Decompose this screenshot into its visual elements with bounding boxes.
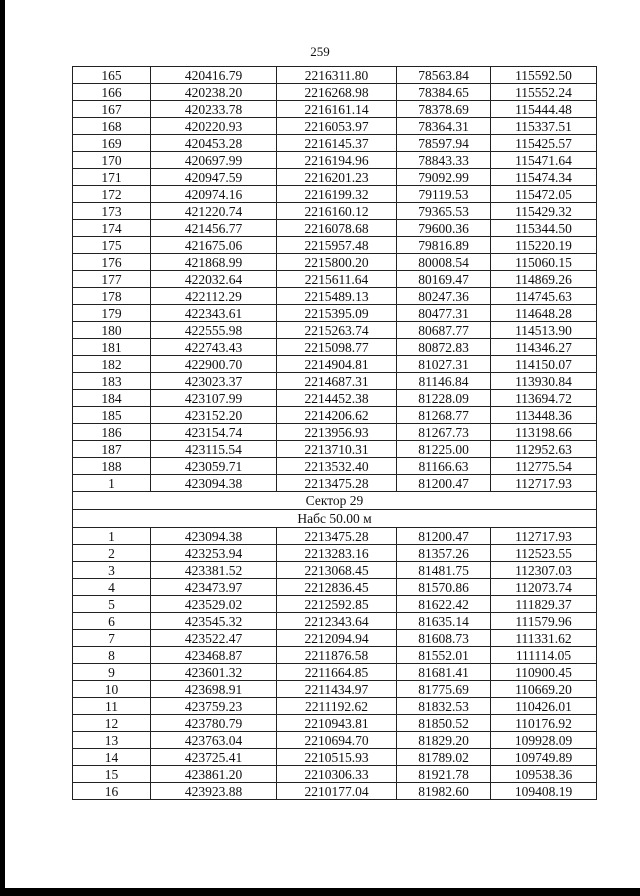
point-number-cell: 1 xyxy=(73,475,151,492)
point-number-cell: 168 xyxy=(73,118,151,135)
table-row xyxy=(73,203,597,220)
coordinate-cell: 78597.94 xyxy=(397,135,491,152)
coordinate-cell: 81481.75 xyxy=(397,562,491,579)
coordinate-cell: 422032.64 xyxy=(151,271,277,288)
coordinate-cell: 81200.47 xyxy=(397,528,491,545)
coordinate-cell: 81832.53 xyxy=(397,698,491,715)
coordinate-cell: 2213068.45 xyxy=(277,562,397,579)
coordinate-cell: 115060.15 xyxy=(491,254,597,271)
table-row xyxy=(73,254,597,271)
coordinate-cell: 79119.53 xyxy=(397,186,491,203)
coordinate-cell: 113448.36 xyxy=(491,407,597,424)
point-number-cell: 2 xyxy=(73,545,151,562)
coordinate-cell: 81570.86 xyxy=(397,579,491,596)
table-row xyxy=(73,356,597,373)
coordinate-cell: 81146.84 xyxy=(397,373,491,390)
coordinate-cell: 109408.19 xyxy=(491,783,597,800)
point-number-cell: 9 xyxy=(73,664,151,681)
coordinate-cell: 423094.38 xyxy=(151,528,277,545)
point-number-cell: 14 xyxy=(73,749,151,766)
coordinate-cell: 2210943.81 xyxy=(277,715,397,732)
coordinate-cell: 81228.09 xyxy=(397,390,491,407)
coordinate-cell: 2213475.28 xyxy=(277,475,397,492)
table-row xyxy=(73,84,597,101)
coordinate-cell: 421868.99 xyxy=(151,254,277,271)
coordinate-cell: 423059.71 xyxy=(151,458,277,475)
coordinate-cell: 111829.37 xyxy=(491,596,597,613)
section-title-row xyxy=(73,492,597,510)
coordinate-cell: 2210306.33 xyxy=(277,766,397,783)
table-row xyxy=(73,305,597,322)
coordinate-cell: 2216160.12 xyxy=(277,203,397,220)
coordinate-cell: 2213956.93 xyxy=(277,424,397,441)
scan-edge-bottom xyxy=(0,888,640,896)
point-number-cell: 186 xyxy=(73,424,151,441)
table-row xyxy=(73,630,597,647)
coordinate-cell: 423522.47 xyxy=(151,630,277,647)
table-row xyxy=(73,322,597,339)
coordinate-cell: 115471.64 xyxy=(491,152,597,169)
table-row xyxy=(73,749,597,766)
coordinate-cell: 78843.33 xyxy=(397,152,491,169)
point-number-cell: 169 xyxy=(73,135,151,152)
coordinate-cell: 81608.73 xyxy=(397,630,491,647)
coordinate-cell: 2210694.70 xyxy=(277,732,397,749)
table-row xyxy=(73,220,597,237)
coordinate-cell: 2215395.09 xyxy=(277,305,397,322)
coordinate-cell: 81829.20 xyxy=(397,732,491,749)
coordinate-cell: 78364.31 xyxy=(397,118,491,135)
coordinate-cell: 420238.20 xyxy=(151,84,277,101)
coordinate-cell: 114513.90 xyxy=(491,322,597,339)
coordinate-cell: 79092.99 xyxy=(397,169,491,186)
coordinate-cell: 421220.74 xyxy=(151,203,277,220)
coordinate-cell: 423545.32 xyxy=(151,613,277,630)
table-row xyxy=(73,339,597,356)
coordinate-cell: 113930.84 xyxy=(491,373,597,390)
coordinate-cell: 423094.38 xyxy=(151,475,277,492)
coordinate-cell: 2214452.38 xyxy=(277,390,397,407)
coordinate-cell: 2215611.64 xyxy=(277,271,397,288)
coordinate-cell: 423115.54 xyxy=(151,441,277,458)
coordinate-cell: 81027.31 xyxy=(397,356,491,373)
coordinate-cell: 2214206.62 xyxy=(277,407,397,424)
coordinate-cell: 423154.74 xyxy=(151,424,277,441)
table-row xyxy=(73,681,597,698)
table-row xyxy=(73,458,597,475)
point-number-cell: 180 xyxy=(73,322,151,339)
coordinate-cell: 114648.28 xyxy=(491,305,597,322)
scan-edge-left xyxy=(0,0,5,896)
table-row xyxy=(73,118,597,135)
coordinate-cell: 420416.79 xyxy=(151,67,277,84)
table-row xyxy=(73,271,597,288)
coordinate-cell: 423861.20 xyxy=(151,766,277,783)
coordinate-cell: 80169.47 xyxy=(397,271,491,288)
coordinate-cell: 422555.98 xyxy=(151,322,277,339)
coordinate-cell: 111114.05 xyxy=(491,647,597,664)
point-number-cell: 1 xyxy=(73,528,151,545)
section-height: Набс 50.00 м xyxy=(73,510,597,528)
coordinate-cell: 81268.77 xyxy=(397,407,491,424)
coordinate-cell: 114346.27 xyxy=(491,339,597,356)
coordinate-cell: 81166.63 xyxy=(397,458,491,475)
coordinate-cell: 80687.77 xyxy=(397,322,491,339)
point-number-cell: 174 xyxy=(73,220,151,237)
coordinate-cell: 112523.55 xyxy=(491,545,597,562)
coordinate-cell: 2212094.94 xyxy=(277,630,397,647)
section-title: Сектор 29 xyxy=(73,492,597,510)
coordinate-cell: 79365.53 xyxy=(397,203,491,220)
coordinate-cell: 81789.02 xyxy=(397,749,491,766)
coordinate-cell: 2214687.31 xyxy=(277,373,397,390)
point-number-cell: 16 xyxy=(73,783,151,800)
point-number-cell: 177 xyxy=(73,271,151,288)
coordinate-cell: 112952.63 xyxy=(491,441,597,458)
table-row xyxy=(73,407,597,424)
table-row xyxy=(73,101,597,118)
point-number-cell: 7 xyxy=(73,630,151,647)
point-number-cell: 184 xyxy=(73,390,151,407)
point-number-cell: 4 xyxy=(73,579,151,596)
point-number-cell: 183 xyxy=(73,373,151,390)
section-height-row xyxy=(73,510,597,528)
coordinate-cell: 422112.29 xyxy=(151,288,277,305)
table-row xyxy=(73,783,597,800)
coordinate-cell: 2211664.85 xyxy=(277,664,397,681)
point-number-cell: 172 xyxy=(73,186,151,203)
table-row xyxy=(73,613,597,630)
coordinate-cell: 79600.36 xyxy=(397,220,491,237)
coordinate-cell: 112073.74 xyxy=(491,579,597,596)
coordinate-cell: 422743.43 xyxy=(151,339,277,356)
table-row xyxy=(73,441,597,458)
coordinate-cell: 114150.07 xyxy=(491,356,597,373)
point-number-cell: 6 xyxy=(73,613,151,630)
coordinate-cell: 115592.50 xyxy=(491,67,597,84)
coordinate-cell: 79816.89 xyxy=(397,237,491,254)
coordinate-cell: 110900.45 xyxy=(491,664,597,681)
coordinate-cell: 81681.41 xyxy=(397,664,491,681)
coordinate-cell: 423468.87 xyxy=(151,647,277,664)
coordinate-cell: 2216145.37 xyxy=(277,135,397,152)
coordinate-cell: 78384.65 xyxy=(397,84,491,101)
page-number: 259 xyxy=(310,44,330,59)
point-number-cell: 178 xyxy=(73,288,151,305)
coordinate-cell: 80477.31 xyxy=(397,305,491,322)
coordinate-cell: 80008.54 xyxy=(397,254,491,271)
coordinate-cell: 2211434.97 xyxy=(277,681,397,698)
point-number-cell: 187 xyxy=(73,441,151,458)
coordinate-cell: 2216053.97 xyxy=(277,118,397,135)
table-row xyxy=(73,152,597,169)
table-row xyxy=(73,373,597,390)
point-number-cell: 166 xyxy=(73,84,151,101)
coordinate-cell: 111331.62 xyxy=(491,630,597,647)
coordinate-cell: 111579.96 xyxy=(491,613,597,630)
table-row xyxy=(73,67,597,84)
coordinate-cell: 2215957.48 xyxy=(277,237,397,254)
table-row xyxy=(73,237,597,254)
coordinate-cell: 2211192.62 xyxy=(277,698,397,715)
coordinate-cell: 81225.00 xyxy=(397,441,491,458)
coordinate-cell: 80247.36 xyxy=(397,288,491,305)
table-body-bottom xyxy=(73,528,597,800)
point-number-cell: 173 xyxy=(73,203,151,220)
coordinate-cell: 2212836.45 xyxy=(277,579,397,596)
coordinate-cell: 2216161.14 xyxy=(277,101,397,118)
coordinate-cell: 115220.19 xyxy=(491,237,597,254)
coordinate-cell: 422900.70 xyxy=(151,356,277,373)
table-row xyxy=(73,169,597,186)
coordinate-cell: 423107.99 xyxy=(151,390,277,407)
coordinate-cell: 115552.24 xyxy=(491,84,597,101)
table-row xyxy=(73,647,597,664)
coordinate-cell: 115472.05 xyxy=(491,186,597,203)
coordinate-cell: 81850.52 xyxy=(397,715,491,732)
coordinate-cell: 81635.14 xyxy=(397,613,491,630)
point-number-cell: 188 xyxy=(73,458,151,475)
coordinate-cell: 81622.42 xyxy=(397,596,491,613)
table-row xyxy=(73,732,597,749)
coordinate-cell: 115425.57 xyxy=(491,135,597,152)
coordinate-cell: 81200.47 xyxy=(397,475,491,492)
point-number-cell: 5 xyxy=(73,596,151,613)
point-number-cell: 175 xyxy=(73,237,151,254)
coordinate-cell: 80872.83 xyxy=(397,339,491,356)
coordinate-cell: 423601.32 xyxy=(151,664,277,681)
point-number-cell: 15 xyxy=(73,766,151,783)
coordinate-cell: 2216078.68 xyxy=(277,220,397,237)
coordinate-cell: 420220.93 xyxy=(151,118,277,135)
point-number-cell: 179 xyxy=(73,305,151,322)
coordinate-cell: 114869.26 xyxy=(491,271,597,288)
coordinate-cell: 78378.69 xyxy=(397,101,491,118)
table-row xyxy=(73,390,597,407)
coordinate-cell: 2210177.04 xyxy=(277,783,397,800)
point-number-cell: 170 xyxy=(73,152,151,169)
coordinate-cell: 115429.32 xyxy=(491,203,597,220)
coordinate-cell: 2215489.13 xyxy=(277,288,397,305)
point-number-cell: 3 xyxy=(73,562,151,579)
table-row xyxy=(73,664,597,681)
coordinate-cell: 2216311.80 xyxy=(277,67,397,84)
point-number-cell: 11 xyxy=(73,698,151,715)
table-row xyxy=(73,766,597,783)
coordinate-cell: 115337.51 xyxy=(491,118,597,135)
coordinate-cell: 420974.16 xyxy=(151,186,277,203)
table-row xyxy=(73,135,597,152)
coordinate-cell: 2216194.96 xyxy=(277,152,397,169)
coordinate-cell: 422343.61 xyxy=(151,305,277,322)
point-number-cell: 182 xyxy=(73,356,151,373)
coordinate-cell: 423780.79 xyxy=(151,715,277,732)
point-number-cell: 13 xyxy=(73,732,151,749)
point-number-cell: 12 xyxy=(73,715,151,732)
coordinate-cell: 423473.97 xyxy=(151,579,277,596)
table-row xyxy=(73,186,597,203)
coordinate-cell: 109928.09 xyxy=(491,732,597,749)
coordinate-cell: 2215098.77 xyxy=(277,339,397,356)
coordinate-cell: 113694.72 xyxy=(491,390,597,407)
coordinate-cell: 81982.60 xyxy=(397,783,491,800)
coordinate-cell: 423381.52 xyxy=(151,562,277,579)
table-row xyxy=(73,698,597,715)
coordinate-cell: 423698.91 xyxy=(151,681,277,698)
coordinate-cell: 81921.78 xyxy=(397,766,491,783)
point-number-cell: 8 xyxy=(73,647,151,664)
coordinate-cell: 81267.73 xyxy=(397,424,491,441)
section-header xyxy=(73,492,597,528)
table-row xyxy=(73,579,597,596)
coordinate-cell: 81775.69 xyxy=(397,681,491,698)
coordinate-cell: 423023.37 xyxy=(151,373,277,390)
coordinate-cell: 2210515.93 xyxy=(277,749,397,766)
point-number-cell: 176 xyxy=(73,254,151,271)
table-row xyxy=(73,288,597,305)
coordinate-cell: 110176.92 xyxy=(491,715,597,732)
coordinate-cell: 2213283.16 xyxy=(277,545,397,562)
table-row xyxy=(73,545,597,562)
coordinate-cell: 109749.89 xyxy=(491,749,597,766)
coordinate-cell: 2213710.31 xyxy=(277,441,397,458)
coordinate-cell: 110426.01 xyxy=(491,698,597,715)
coordinate-cell: 421675.06 xyxy=(151,237,277,254)
coordinate-cell: 81357.26 xyxy=(397,545,491,562)
point-number-cell: 167 xyxy=(73,101,151,118)
coordinate-cell: 113198.66 xyxy=(491,424,597,441)
coordinate-cell: 81552.01 xyxy=(397,647,491,664)
coordinate-cell: 421456.77 xyxy=(151,220,277,237)
coordinates-table xyxy=(72,66,597,800)
coordinate-cell: 423529.02 xyxy=(151,596,277,613)
coordinate-cell: 112307.03 xyxy=(491,562,597,579)
table-row xyxy=(73,715,597,732)
coordinate-cell: 112717.93 xyxy=(491,528,597,545)
point-number-cell: 185 xyxy=(73,407,151,424)
coordinate-cell: 115344.50 xyxy=(491,220,597,237)
coordinate-cell: 112775.54 xyxy=(491,458,597,475)
table-row xyxy=(73,562,597,579)
coordinate-cell: 420453.28 xyxy=(151,135,277,152)
coordinate-cell: 423152.20 xyxy=(151,407,277,424)
coordinate-cell: 420947.59 xyxy=(151,169,277,186)
coordinate-cell: 2216268.98 xyxy=(277,84,397,101)
coordinate-cell: 2213475.28 xyxy=(277,528,397,545)
point-number-cell: 171 xyxy=(73,169,151,186)
coordinate-cell: 115444.48 xyxy=(491,101,597,118)
table-row xyxy=(73,596,597,613)
coordinate-cell: 2215263.74 xyxy=(277,322,397,339)
coordinate-cell: 2215800.20 xyxy=(277,254,397,271)
coordinate-cell: 2214904.81 xyxy=(277,356,397,373)
table-row xyxy=(73,475,597,492)
table-row xyxy=(73,528,597,545)
coordinate-cell: 112717.93 xyxy=(491,475,597,492)
table-body-top xyxy=(73,67,597,492)
coordinate-cell: 423759.23 xyxy=(151,698,277,715)
coordinate-cell: 114745.63 xyxy=(491,288,597,305)
coordinate-cell: 2211876.58 xyxy=(277,647,397,664)
coordinate-cell: 423763.04 xyxy=(151,732,277,749)
coordinate-cell: 420697.99 xyxy=(151,152,277,169)
coordinate-cell: 109538.36 xyxy=(491,766,597,783)
point-number-cell: 181 xyxy=(73,339,151,356)
coordinate-cell: 2216201.23 xyxy=(277,169,397,186)
coordinate-cell: 420233.78 xyxy=(151,101,277,118)
coordinate-cell: 2212343.64 xyxy=(277,613,397,630)
coordinate-cell: 110669.20 xyxy=(491,681,597,698)
coordinate-cell: 423253.94 xyxy=(151,545,277,562)
point-number-cell: 10 xyxy=(73,681,151,698)
coordinate-cell: 78563.84 xyxy=(397,67,491,84)
point-number-cell: 165 xyxy=(73,67,151,84)
coordinate-cell: 2212592.85 xyxy=(277,596,397,613)
coordinate-cell: 423725.41 xyxy=(151,749,277,766)
coordinate-cell: 115474.34 xyxy=(491,169,597,186)
coordinate-cell: 2216199.32 xyxy=(277,186,397,203)
coordinate-cell: 2213532.40 xyxy=(277,458,397,475)
table-row xyxy=(73,424,597,441)
coordinate-cell: 423923.88 xyxy=(151,783,277,800)
